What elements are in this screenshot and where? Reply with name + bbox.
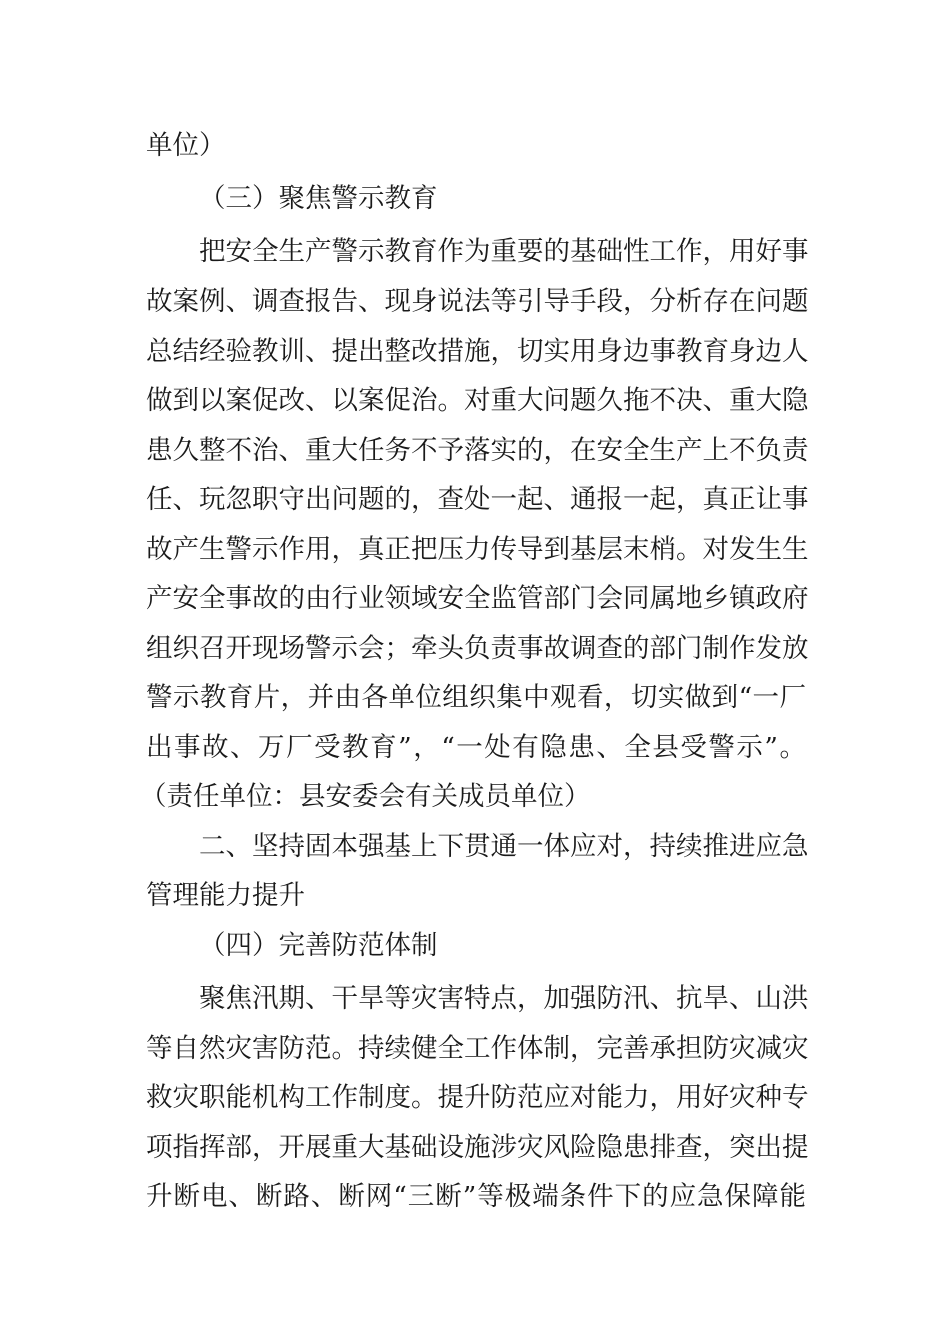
text-line-unit-end: 单位） <box>146 130 226 161</box>
paragraph-line: 出事故、万厂受教育”，“一处有隐患、全县受警示”。 <box>146 732 806 763</box>
paragraph-line: 项指挥部，开展重大基础设施涉灾风险隐患排查，突出提 <box>146 1132 809 1163</box>
section-title-2-line1: 二、坚持固本强基上下贯通一体应对，持续推进应急 <box>199 831 809 862</box>
paragraph-line: 救灾职能机构工作制度。提升防范应对能力，用好灾种专 <box>146 1082 809 1113</box>
section-heading-4: （四）完善防范体制 <box>199 930 438 961</box>
paragraph-line: 组织召开现场警示会；牵头负责事故调查的部门制作发放 <box>146 633 809 664</box>
section-title-2-line2: 管理能力提升 <box>146 880 305 911</box>
paragraph-line: 等自然灾害防范。持续健全工作体制，完善承担防灾减灾 <box>146 1033 809 1064</box>
paragraph-line: 任、玩忽职守出问题的，查处一起、通报一起，真正让事 <box>146 484 809 515</box>
paragraph-line: 警示教育片，并由各单位组织集中观看，切实做到“一厂 <box>146 682 806 713</box>
responsibility-note: （责任单位：县安委会有关成员单位） <box>140 781 591 812</box>
paragraph-line: 把安全生产警示教育作为重要的基础性工作，用好事 <box>199 236 809 267</box>
paragraph-line: 聚焦汛期、干旱等灾害特点，加强防汛、抗旱、山洪 <box>199 983 809 1014</box>
paragraph-line: 故案例、调查报告、现身说法等引导手段，分析存在问题 <box>146 286 809 317</box>
paragraph-line: 患久整不治、重大任务不予落实的，在安全生产上不负责 <box>146 435 809 466</box>
paragraph-line: 产安全事故的由行业领域安全监管部门会同属地乡镇政府 <box>146 583 809 614</box>
paragraph-line: 做到以案促改、以案促治。对重大问题久拖不决、重大隐 <box>146 385 809 416</box>
paragraph-line: 故产生警示作用，真正把压力传导到基层末梢。对发生生 <box>146 534 809 565</box>
section-heading-3: （三）聚焦警示教育 <box>199 183 438 214</box>
paragraph-line: 升断电、断路、断网“三断”等极端条件下的应急保障能 <box>146 1181 806 1212</box>
paragraph-line: 总结经验教训、提出整改措施，切实用身边事教育身边人 <box>146 336 809 367</box>
